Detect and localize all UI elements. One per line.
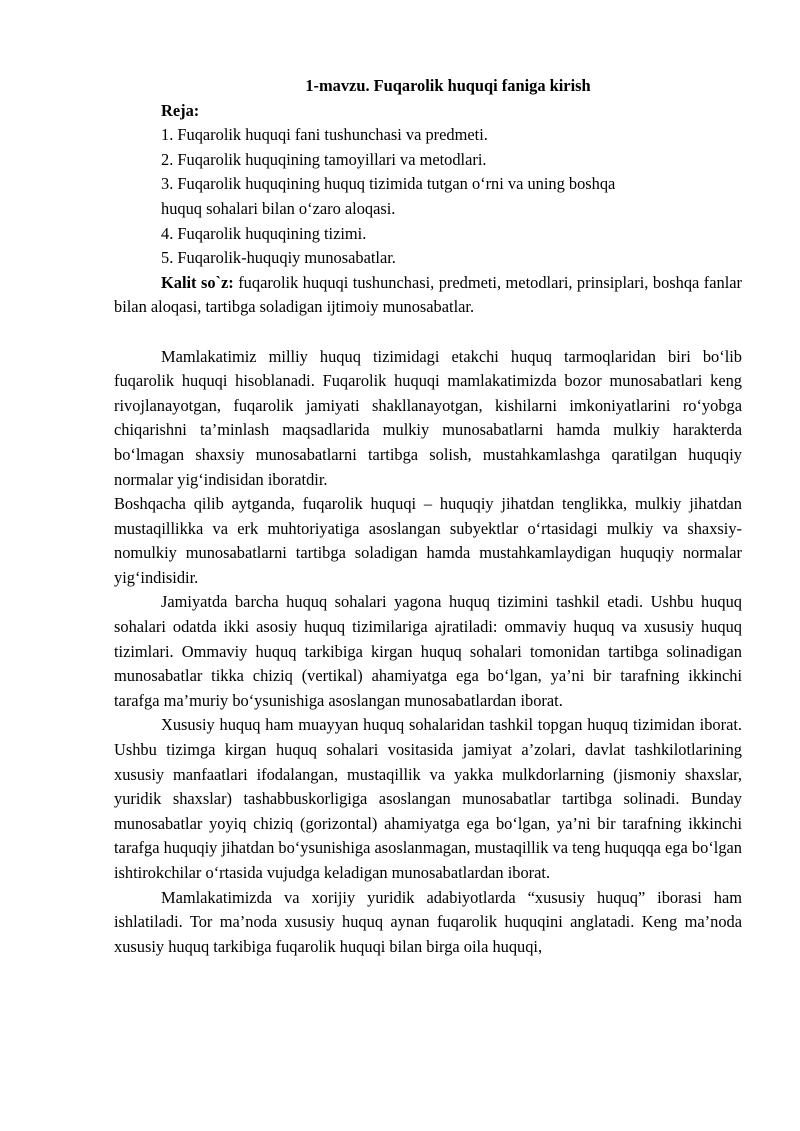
plan-item: 4. Fuqarolik huquqining tizimi.	[161, 223, 367, 243]
paragraph-gap	[114, 320, 742, 345]
body-paragraph: Boshqacha qilib aytganda, fuqarolik huquqi – huquqiy jihatdan tenglikka, mulkiy jihatdan mustaqillikka va erk muhtoriyatiga asoslangan subyektlar o‘rtasidagi mulkiy va shaxsiy-nomulkiy munosabatlarni tartibga soladigan hamda mustahkamlaydigan huquqiy normalar yig‘indisidir.	[114, 494, 742, 587]
plan-item-continuation: huquq sohalari bilan o‘zaro aloqasi.	[161, 198, 396, 218]
keywords-text: fuqarolik huquqi tushunchasi, predmeti, metodlari, prinsiplari, boshqa fanlar bilan aloqasi, tartibga soladigan ijtimoiy munosabatlar.	[114, 272, 742, 317]
document-title: 1-mavzu. Fuqarolik huquqi faniga kirish	[305, 76, 591, 95]
body-paragraph: Mamlakatimizda va xorijiy yuridik adabiyotlarda “xususiy huquq” iborasi ham ishlatiladi. Tor ma’noda xususiy huquq aynan fuqarolik huquqini anglatadi. Keng ma’noda xususiy huquq tarkibiga fuqarolik huquqi bilan birga oila huquqi,	[114, 887, 742, 956]
keywords-label: Kalit so`z:	[161, 272, 234, 292]
plan-item: 2. Fuqarolik huquqining tamoyillari va metodlari.	[161, 149, 487, 169]
plan-label: Reja:	[161, 100, 200, 120]
document-page	[114, 74, 742, 959]
keywords-paragraph	[114, 271, 742, 320]
body-paragraph: Jamiyatda barcha huquq sohalari yagona huquq tizimini tashkil etadi. Ushbu huquq sohalari odatda ikki asosiy huquq tizimilariga ajratiladi: ommaviy huquq va xususiy huquq tizimlari. Ommaviy huquq tarkibiga kirgan huquq sohalari tomonidan tartibga solinadigan munosabatlar tikka chiziq (vertikal) ahamiyatga ega bo‘lgan, ya’ni bir tarafning ikkinchi tarafga ma’muriy bo‘ysunishiga asoslangan munosabatlardan iborat.	[114, 592, 742, 710]
plan-item: 3. Fuqarolik huquqining huquq tizimida tutgan o‘rni va uning boshqa	[161, 174, 616, 194]
plan-item: 1. Fuqarolik huquqi fani tushunchasi va predmeti.	[161, 125, 488, 145]
plan-item: 5. Fuqarolik-huquqiy munosabatlar.	[161, 248, 396, 268]
body-paragraph: Xususiy huquq ham muayyan huquq sohalaridan tashkil topgan huquq tizimidan iborat. Ushbu tizimga kirgan huquq sohalari vositasida jamiyat a’zolari, davlat tashkilotlarining xususiy manfaatlari ifodalangan, mustaqillik va yakka mulkdorlarning (jismoniy shaxslar, yuridik shaxslar) tashabbuskorligiga asoslangan munosabatlar tartibga solinadi. Bunday munosabatlar yoyiq chiziq (gorizontal) ahamiyatga ega bo‘lgan, ya’ni bir tarafning ikkinchi tarafga huquqiy jihatdan bo‘ysunishiga asoslanmagan, mustaqillik va teng huquqqa ega bo‘lgan ishtirokchilar o‘rtasida vujudga keladigan munosabatlardan iborat.	[114, 715, 742, 882]
body-paragraph: Mamlakatimiz milliy huquq tizimidagi etakchi huquq tarmoqlaridan biri bo‘lib fuqarolik huquqi hisoblanadi. Fuqarolik huquqi mamlakatimizda bozor munosabatlari keng rivojlanayotgan, fuqarolik jamiyati shakllanayotgan, kishilarni imkoniyatlarini ro‘yobga chiqarishni ta’minlash maqsadlarida mulkiy munosabatlarni hamda mulkiy harakterda bo‘lmagan shaxsiy munosabatlarni tartibga solish, mustahkamlashga qaratilgan huquqiy normalar yig‘indisidan iboratdir.	[114, 346, 742, 489]
